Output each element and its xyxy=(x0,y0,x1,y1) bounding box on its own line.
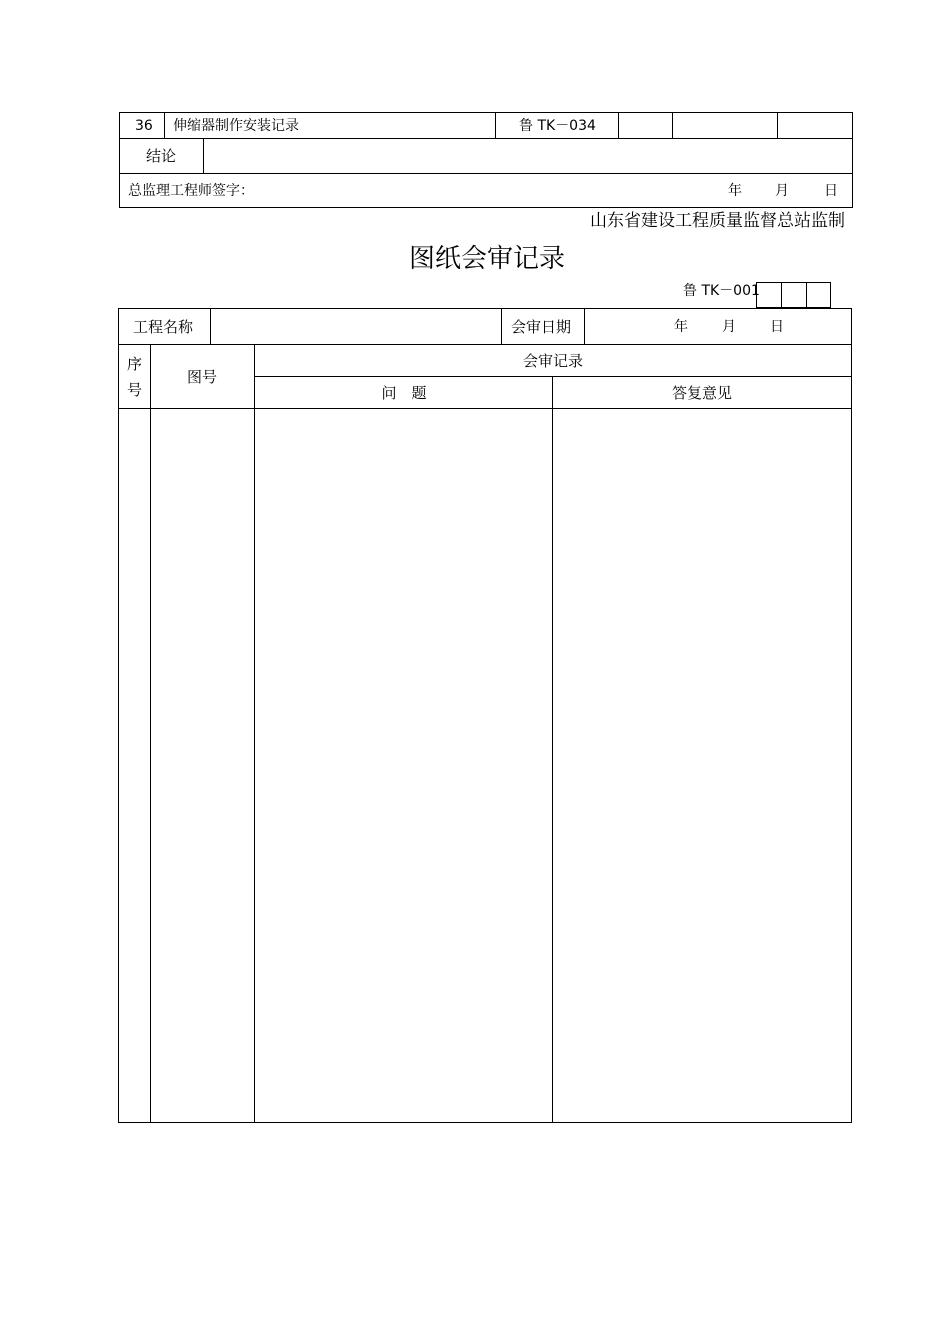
signature-label: 总监理工程师签字： xyxy=(128,183,254,199)
row-form-code: 鲁 TK－034 xyxy=(519,118,596,134)
review-date-field[interactable] xyxy=(585,309,851,343)
form-code-box[interactable] xyxy=(806,282,831,308)
signature-year-label: 年 xyxy=(728,183,742,199)
review-day-label: 日 xyxy=(770,319,784,335)
top-table-divider xyxy=(672,112,673,138)
top-table-divider xyxy=(618,112,619,138)
form-code-box[interactable] xyxy=(756,282,782,308)
seq-header-bottom: 号 xyxy=(127,381,143,399)
reply-column-field[interactable] xyxy=(553,409,851,1122)
signature-day-label: 日 xyxy=(824,183,838,199)
supervisor-note: 山东省建设工程质量监督总站监制 xyxy=(590,211,845,231)
drawing-no-column-field[interactable] xyxy=(151,409,254,1122)
project-name-field[interactable] xyxy=(211,309,500,343)
reply-header: 答复意见 xyxy=(671,384,733,402)
top-table-divider xyxy=(164,112,165,138)
project-name-label: 工程名称 xyxy=(133,318,194,336)
top-table-divider xyxy=(777,112,778,138)
conclusion-label: 结论 xyxy=(146,147,177,165)
review-record-header: 会审记录 xyxy=(522,352,584,370)
top-table-divider xyxy=(495,112,496,138)
top-table-divider xyxy=(119,173,853,174)
conclusion-field[interactable] xyxy=(204,139,852,172)
form-code: 鲁 TK－001 xyxy=(683,283,760,299)
table-divider xyxy=(254,376,852,377)
page-title: 图纸会审记录 xyxy=(408,244,566,274)
question-header: 问 题 xyxy=(381,384,427,402)
row-record-name: 伸缩器制作安装记录 xyxy=(173,118,299,134)
table-divider xyxy=(501,308,502,344)
drawing-no-header: 图号 xyxy=(187,368,218,386)
signature-month-label: 月 xyxy=(775,183,789,199)
row-seq-number: 36 xyxy=(135,118,153,134)
question-column-field[interactable] xyxy=(255,409,552,1122)
review-date-label: 会审日期 xyxy=(511,318,572,336)
review-year-label: 年 xyxy=(674,319,688,335)
seq-column-field[interactable] xyxy=(119,409,150,1122)
review-month-label: 月 xyxy=(722,319,736,335)
seq-header-top: 序 xyxy=(127,355,143,373)
signature-field[interactable] xyxy=(270,175,710,205)
form-code-box[interactable] xyxy=(781,282,807,308)
table-divider xyxy=(118,344,852,345)
